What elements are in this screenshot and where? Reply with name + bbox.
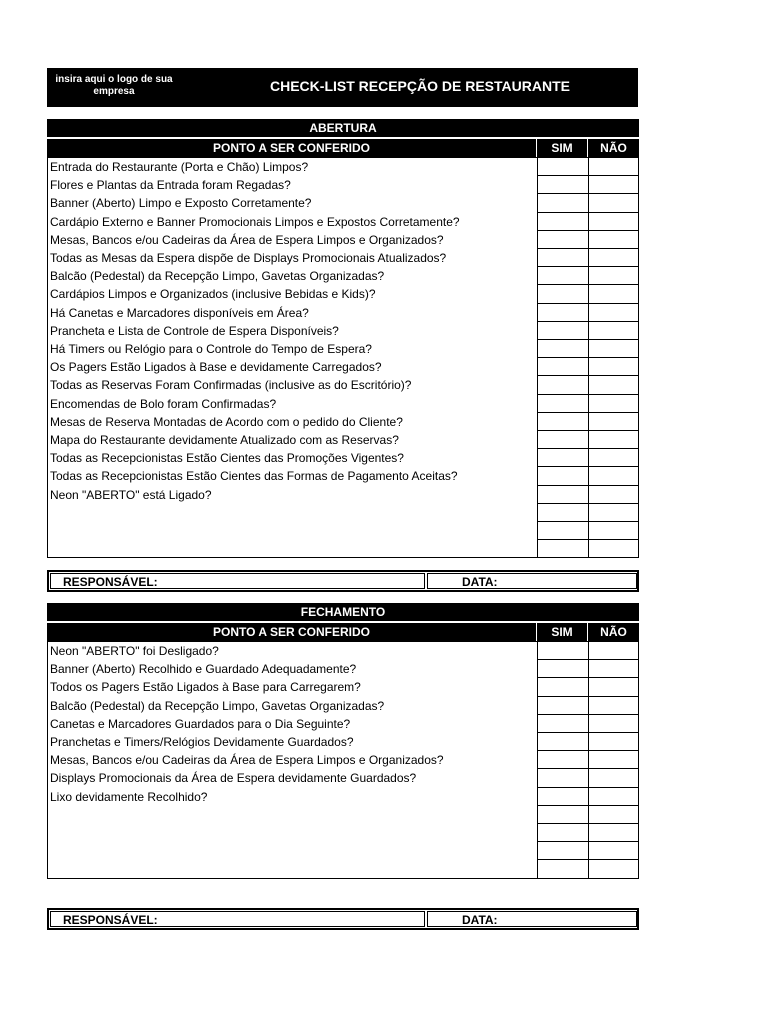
sim-checkbox-cell[interactable] <box>538 522 588 540</box>
row-divider <box>537 321 639 322</box>
nao-checkbox-cell[interactable] <box>589 322 639 340</box>
sim-checkbox-cell[interactable] <box>538 413 588 431</box>
sim-checkbox-cell[interactable] <box>538 678 588 696</box>
sim-checkbox-cell[interactable] <box>538 449 588 467</box>
column-header-nao: NÃO <box>588 623 639 641</box>
checklist-item: Balcão (Pedestal) da Recepção Limpo, Gavetas Organizadas? <box>50 269 385 284</box>
nao-checkbox-cell[interactable] <box>589 340 639 358</box>
column-header-sim: SIM <box>537 139 587 157</box>
checklist-item: Mapa do Restaurante devidamente Atualizado com as Reservas? <box>50 433 399 447</box>
row-divider <box>537 394 639 395</box>
sim-checkbox-cell[interactable] <box>538 860 588 878</box>
nao-checkbox-cell[interactable] <box>589 158 639 176</box>
row-divider <box>537 303 639 304</box>
checklist-item: Os Pagers Estão Ligados à Base e devidamente Carregados? <box>50 360 382 375</box>
nao-checkbox-cell[interactable] <box>589 769 639 787</box>
sim-checkbox-cell[interactable] <box>538 340 588 358</box>
nao-checkbox-cell[interactable] <box>589 285 639 303</box>
nao-checkbox-cell[interactable] <box>589 267 639 285</box>
checklist-item: Lixo devidamente Recolhido? <box>50 789 208 804</box>
nao-checkbox-cell[interactable] <box>589 376 639 394</box>
checklist-item: Balcão (Pedestal) da Recepção Limpo, Gavetas Organizadas? <box>50 698 385 713</box>
column-header-sim: SIM <box>537 623 587 641</box>
sim-checkbox-cell[interactable] <box>538 249 588 267</box>
nao-checkbox-cell[interactable] <box>589 449 639 467</box>
sim-checkbox-cell[interactable] <box>538 213 588 231</box>
nao-checkbox-cell[interactable] <box>589 842 639 860</box>
data-label: DATA: <box>462 913 498 927</box>
checklist-item: Cardápios Limpos e Organizados (inclusive Bebidas e Kids)? <box>50 287 376 302</box>
sim-checkbox-cell[interactable] <box>538 733 588 751</box>
sim-checkbox-cell[interactable] <box>538 231 588 249</box>
nao-checkbox-cell[interactable] <box>589 678 639 696</box>
sim-checkbox-cell[interactable] <box>538 540 588 558</box>
sim-checkbox-cell[interactable] <box>538 642 588 660</box>
checklist-item: Flores e Plantas da Entrada foram Regadas? <box>50 178 291 193</box>
sim-checkbox-cell[interactable] <box>538 322 588 340</box>
checklist-item: Todas as Recepcionistas Estão Cientes das Formas de Pagamento Aceitas? <box>50 469 458 484</box>
column-header-nao: NÃO <box>588 139 639 157</box>
signature-row-abertura <box>47 570 639 592</box>
nao-checkbox-cell[interactable] <box>589 824 639 842</box>
nao-checkbox-cell[interactable] <box>589 540 639 558</box>
nao-checkbox-cell[interactable] <box>589 806 639 824</box>
row-divider <box>537 284 639 285</box>
section-title-fechamento: FECHAMENTO <box>47 603 639 621</box>
nao-checkbox-cell[interactable] <box>589 194 639 212</box>
sim-checkbox-cell[interactable] <box>538 431 588 449</box>
sim-checkbox-cell[interactable] <box>538 467 588 485</box>
sim-checkbox-cell[interactable] <box>538 358 588 376</box>
row-divider <box>537 230 639 231</box>
row-divider <box>537 193 639 194</box>
sim-checkbox-cell[interactable] <box>538 660 588 678</box>
column-header-item: PONTO A SER CONFERIDO <box>47 623 536 641</box>
checklist-item: Banner (Aberto) Limpo e Exposto Corretamente? <box>50 196 312 211</box>
signature-row-fechamento <box>47 908 639 930</box>
checklist-item: Todos os Pagers Estão Ligados à Base para Carregarem? <box>50 680 361 695</box>
checklist-item: Cardápio Externo e Banner Promocionais Limpos e Expostos Corretamente? <box>50 214 460 229</box>
sim-checkbox-cell[interactable] <box>538 194 588 212</box>
nao-checkbox-cell[interactable] <box>589 751 639 769</box>
sim-checkbox-cell[interactable] <box>538 769 588 787</box>
nao-checkbox-cell[interactable] <box>589 358 639 376</box>
nao-checkbox-cell[interactable] <box>589 788 639 806</box>
sim-checkbox-cell[interactable] <box>538 176 588 194</box>
row-divider <box>537 539 639 540</box>
nao-checkbox-cell[interactable] <box>589 176 639 194</box>
checklist-item: Displays Promocionais da Área de Espera devidamente Guardados? <box>50 771 417 786</box>
sim-checkbox-cell[interactable] <box>538 486 588 504</box>
row-divider <box>537 841 639 842</box>
column-header-item: PONTO A SER CONFERIDO <box>47 139 536 157</box>
nao-checkbox-cell[interactable] <box>589 395 639 413</box>
row-divider <box>537 787 639 788</box>
row-divider <box>537 503 639 504</box>
row-divider <box>537 430 639 431</box>
logo-placeholder: insira aqui o logo de sua empresa <box>55 74 173 97</box>
row-divider <box>537 768 639 769</box>
sim-checkbox-cell[interactable] <box>538 504 588 522</box>
row-divider <box>537 750 639 751</box>
nao-checkbox-cell[interactable] <box>589 467 639 485</box>
row-divider <box>537 859 639 860</box>
checklist-item: Há Canetas e Marcadores disponíveis em Área? <box>50 305 309 320</box>
nao-checkbox-cell[interactable] <box>589 249 639 267</box>
nao-checkbox-cell[interactable] <box>589 715 639 733</box>
section-title-abertura: ABERTURA <box>47 119 639 137</box>
sim-checkbox-cell[interactable] <box>538 842 588 860</box>
checklist-item: Todas as Mesas da Espera dispõe de Displays Promocionais Atualizados? <box>50 251 447 265</box>
row-divider <box>537 732 639 733</box>
nao-checkbox-cell[interactable] <box>589 660 639 678</box>
nao-checkbox-cell[interactable] <box>589 486 639 504</box>
checklist-item: Todas as Reservas Foram Confirmadas (inclusive as do Escritório)? <box>50 378 412 393</box>
nao-checkbox-cell[interactable] <box>589 431 639 449</box>
checklist-item: Encomendas de Bolo foram Confirmadas? <box>50 396 277 411</box>
data-field[interactable] <box>427 573 637 589</box>
nao-checkbox-cell[interactable] <box>589 522 639 540</box>
nao-checkbox-cell[interactable] <box>589 504 639 522</box>
sim-checkbox-cell[interactable] <box>538 158 588 176</box>
responsavel-label: RESPONSÁVEL: <box>63 575 158 589</box>
data-field[interactable] <box>427 911 637 927</box>
row-divider <box>537 175 639 176</box>
checklist-grid-abertura <box>47 157 639 558</box>
sim-checkbox-cell[interactable] <box>538 751 588 769</box>
sim-checkbox-cell[interactable] <box>538 788 588 806</box>
row-divider <box>537 714 639 715</box>
checklist-item: Neon "ABERTO" foi Desligado? <box>50 644 219 658</box>
nao-checkbox-cell[interactable] <box>589 642 639 660</box>
nao-checkbox-cell[interactable] <box>589 860 639 878</box>
checklist-item: Mesas, Bancos e/ou Cadeiras da Área de Espera Limpos e Organizados? <box>50 753 444 768</box>
checklist-item: Pranchetas e Timers/Relógios Devidamente Guardados? <box>50 735 354 749</box>
row-divider <box>537 696 639 697</box>
row-divider <box>537 248 639 249</box>
sim-checkbox-cell[interactable] <box>538 697 588 715</box>
responsavel-label: RESPONSÁVEL: <box>63 913 158 927</box>
checklist-item: Todas as Recepcionistas Estão Cientes das Promoções Vigentes? <box>50 451 404 466</box>
sim-checkbox-cell[interactable] <box>538 395 588 413</box>
row-divider <box>537 357 639 358</box>
sim-checkbox-cell[interactable] <box>538 715 588 733</box>
row-divider <box>537 412 639 413</box>
row-divider <box>537 521 639 522</box>
sim-checkbox-cell[interactable] <box>538 806 588 824</box>
nao-checkbox-cell[interactable] <box>589 213 639 231</box>
checklist-item: Canetas e Marcadores Guardados para o Dia Seguinte? <box>50 716 351 731</box>
nao-checkbox-cell[interactable] <box>589 413 639 431</box>
page-title: CHECK-LIST RECEPÇÃO DE RESTAURANTE <box>270 78 570 94</box>
sim-checkbox-cell[interactable] <box>538 376 588 394</box>
row-divider <box>537 466 639 467</box>
checklist-item: Mesas de Reserva Montadas de Acordo com o pedido do Cliente? <box>50 414 403 429</box>
checklist-item: Neon "ABERTO" está Ligado? <box>50 487 212 502</box>
checklist-grid-fechamento <box>47 641 639 879</box>
sim-checkbox-cell[interactable] <box>538 267 588 285</box>
sim-checkbox-cell[interactable] <box>538 824 588 842</box>
nao-checkbox-cell[interactable] <box>589 231 639 249</box>
sim-checkbox-cell[interactable] <box>538 304 588 322</box>
checklist-item: Entrada do Restaurante (Porta e Chão) Limpos? <box>50 160 309 174</box>
nao-checkbox-cell[interactable] <box>589 697 639 715</box>
row-divider <box>537 677 639 678</box>
row-divider <box>537 339 639 340</box>
data-label: DATA: <box>462 575 498 589</box>
row-divider <box>537 823 639 824</box>
sim-checkbox-cell[interactable] <box>538 285 588 303</box>
nao-checkbox-cell[interactable] <box>589 733 639 751</box>
row-divider <box>537 375 639 376</box>
nao-checkbox-cell[interactable] <box>589 304 639 322</box>
row-divider <box>537 448 639 449</box>
row-divider <box>537 659 639 660</box>
row-divider <box>537 266 639 267</box>
checklist-item: Mesas, Bancos e/ou Cadeiras da Área de Espera Limpos e Organizados? <box>50 232 444 247</box>
row-divider <box>537 212 639 213</box>
checklist-item: Prancheta e Lista de Controle de Espera Disponíveis? <box>50 323 339 338</box>
checklist-item: Banner (Aberto) Recolhido e Guardado Adequadamente? <box>50 662 357 677</box>
checklist-item: Há Timers ou Relógio para o Controle do Tempo de Espera? <box>50 342 372 356</box>
row-divider <box>537 805 639 806</box>
row-divider <box>537 485 639 486</box>
